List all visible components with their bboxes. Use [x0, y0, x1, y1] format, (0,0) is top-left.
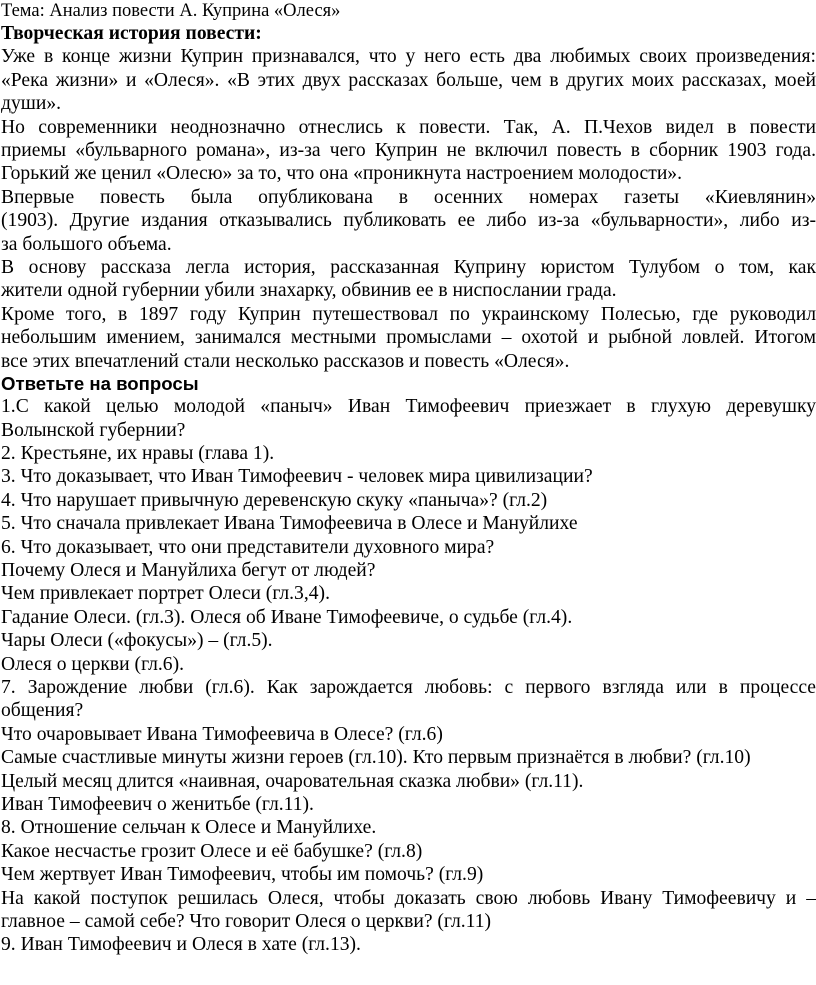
question-text-line: главное – самой себе? Что говорит Олеся о церкви? (гл.11) [1, 911, 492, 933]
question-text-line: На какой поступок решилась Олеся, чтобы доказать свою любовь Ивану Тимофеевичу и – [1, 887, 816, 909]
question-text-line: Иван Тимофеевич о женитьбе (гл.11). [1, 794, 314, 815]
question-text-line: Чем привлекает портрет Олеси (гл.3,4). [1, 583, 330, 605]
history-heading: Творческая история повести: [1, 23, 262, 44]
question-text-line: Какое несчастье грозит Олесе и её бабушке? (гл.8) [1, 840, 423, 862]
question-text-line: Гадание Олеси. (гл.3). Олеся об Иване Тимофеевиче, о судьбе (гл.4). [1, 606, 573, 628]
question-text-line: 1.С какой целью молодой «паныч» Иван Тимофеевич приезжает в глухую деревушку [1, 396, 816, 418]
history-text-line: (1903). Другие издания отказывались публиковать ее либо из-за «бульварности», либо из- [1, 210, 816, 232]
question-text-line: Чем жертвует Иван Тимофеевич, чтобы им помочь? (гл.9) [1, 864, 484, 886]
question-text-line: Самые счастливые минуты жизни героев (гл.10). Кто первым признаётся в любви? (гл.10) [1, 747, 751, 769]
questions-list [1, 395, 816, 957]
history-text-line: В основу рассказа легла история, рассказанная Куприну юристом Тулубом о том, как [1, 257, 816, 279]
question-text-line: Целый месяц длится «наивная, очаровательная сказка любви» (гл.11). [1, 770, 584, 792]
question-text-line: 7. Зарождение любви (гл.6). Как зарождается любовь: с первого взгляда или в процессе [1, 676, 816, 698]
question-text-line: 9. Иван Тимофеевич и Олеся в хате (гл.13). [1, 934, 361, 956]
question-text-line: 8. Отношение сельчан к Олесе и Мануйлихе. [1, 817, 377, 839]
question-text-line: Чары Олеси («фокусы») – (гл.5). [1, 630, 273, 652]
question-text-line: 3. Что доказывает, что Иван Тимофеевич - человек мира цивилизации? [1, 466, 593, 488]
question-text-line: 5. Что сначала привлекает Ивана Тимофеевича в Олесе и Мануйлихе [1, 513, 578, 535]
history-text-line: за большого объема. [1, 233, 172, 255]
question-text-line: Олеся о церкви (гл.6). [1, 653, 185, 675]
questions-heading: Ответьте на вопросы [1, 373, 199, 395]
history-text-line: небольшим имением, занимался местными промыслами – охотой и рыбной ловлей. Итогом [1, 327, 816, 349]
history-text-line: Горький же ценил «Олесю» за то, что она «проникнута настроением молодости». [1, 163, 682, 185]
history-text-line: Кроме того, в 1897 году Куприн путешествовал по украинскому Полесью, где руководил [1, 303, 816, 325]
question-text-line: Волынской губернии? [1, 419, 186, 441]
question-text-line: общения? [1, 700, 84, 722]
question-text-line: 6. Что доказывает, что они представители духовного мира? [1, 536, 495, 558]
history-paragraphs [1, 45, 816, 373]
history-text-line: все этих впечатлений стали несколько рассказов и повесть «Олеся». [1, 350, 570, 372]
history-text-line: Уже в конце жизни Куприн признавался, что у него есть два любимых своих произведения: [1, 46, 816, 68]
history-text-line: Но современники неоднозначно отнеслись к повести. Так, А. П.Чехов видел в повести [1, 116, 816, 138]
history-text-line: приемы «бульварного романа», из-за чего Куприн не включил повесть в сборник 1903 года. [1, 140, 816, 162]
history-text-line: души». [1, 93, 62, 115]
history-text-line: жители одной губернии убили знахарку, обвинив ее в ниспослании града. [1, 280, 617, 302]
history-text-line: Впервые повесть была опубликована в осенних номерах газеты «Киевлянин» [1, 186, 816, 208]
topic-line: Тема: Анализ повести А. Куприна «Олеся» [1, 1, 341, 21]
question-text-line: 4. Что нарушает привычную деревенскую скуку «паныча»? (гл.2) [1, 489, 548, 511]
question-text-line: Почему Олеся и Мануйлиха бегут от людей? [1, 559, 376, 581]
question-text-line: Что очаровывает Ивана Тимофеевича в Олесе? (гл.6) [1, 723, 443, 745]
question-text-line: 2. Крестьяне, их нравы (глава 1). [1, 442, 275, 464]
history-text-line: «Река жизни» и «Олеся». «В этих двух рассказах больше, чем в других моих рассказах, моей [1, 69, 816, 91]
